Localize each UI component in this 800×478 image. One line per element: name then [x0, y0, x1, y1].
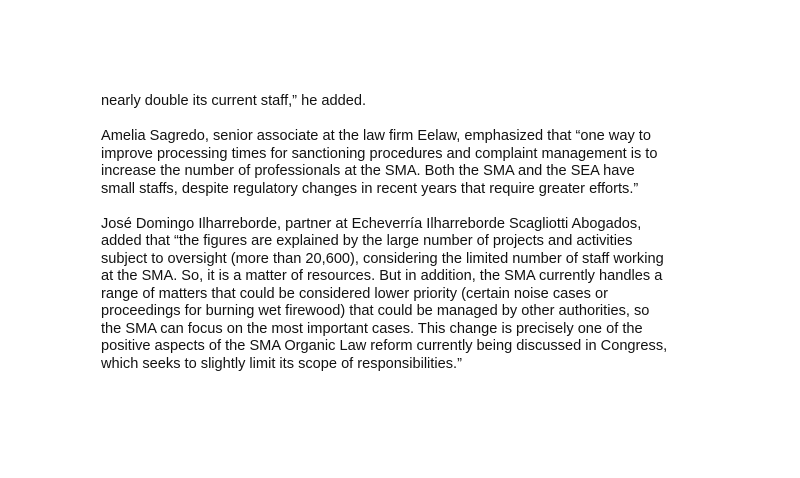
- text-line: range of matters that could be considered lower priority (certain noise cases or: [101, 285, 608, 302]
- text-line: added that “the figures are explained by the large number of projects and activities: [101, 233, 633, 249]
- text-line: small staffs, despite regulatory changes in recent years that require greater efforts.”: [101, 180, 639, 197]
- text-line: improve processing times for sanctioning procedures and complaint management is to: [101, 145, 658, 162]
- text-line: nearly double its current staff,” he added.: [101, 93, 367, 109]
- document-body: [101, 93, 721, 391]
- paragraph-sagredo: [101, 128, 721, 198]
- text-line: which seeks to slightly limit its scope of responsibilities.”: [101, 355, 462, 372]
- text-line: subject to oversight (more than 20,600), considering the limited number of staff working: [101, 250, 664, 267]
- text-line: Amelia Sagredo, senior associate at the law firm Eelaw, emphasized that “one way to: [101, 128, 651, 144]
- paragraph-staff-quote-end: [101, 93, 721, 111]
- paragraph-ilharreborde: [101, 216, 721, 374]
- text-line: increase the number of professionals at the SMA. Both the SMA and the SEA have: [101, 163, 635, 179]
- text-line: José Domingo Ilharreborde, partner at Echeverría Ilharreborde Scagliotti Abogados,: [101, 215, 642, 232]
- text-line: positive aspects of the SMA Organic Law reform currently being discussed in Congress,: [101, 338, 668, 354]
- text-line: at the SMA. So, it is a matter of resources. But in addition, the SMA currently handles a: [101, 268, 663, 284]
- text-line: proceedings for burning wet firewood) that could be managed by other authorities, so: [101, 303, 650, 319]
- text-line: the SMA can focus on the most important cases. This change is precisely one of the: [101, 320, 643, 337]
